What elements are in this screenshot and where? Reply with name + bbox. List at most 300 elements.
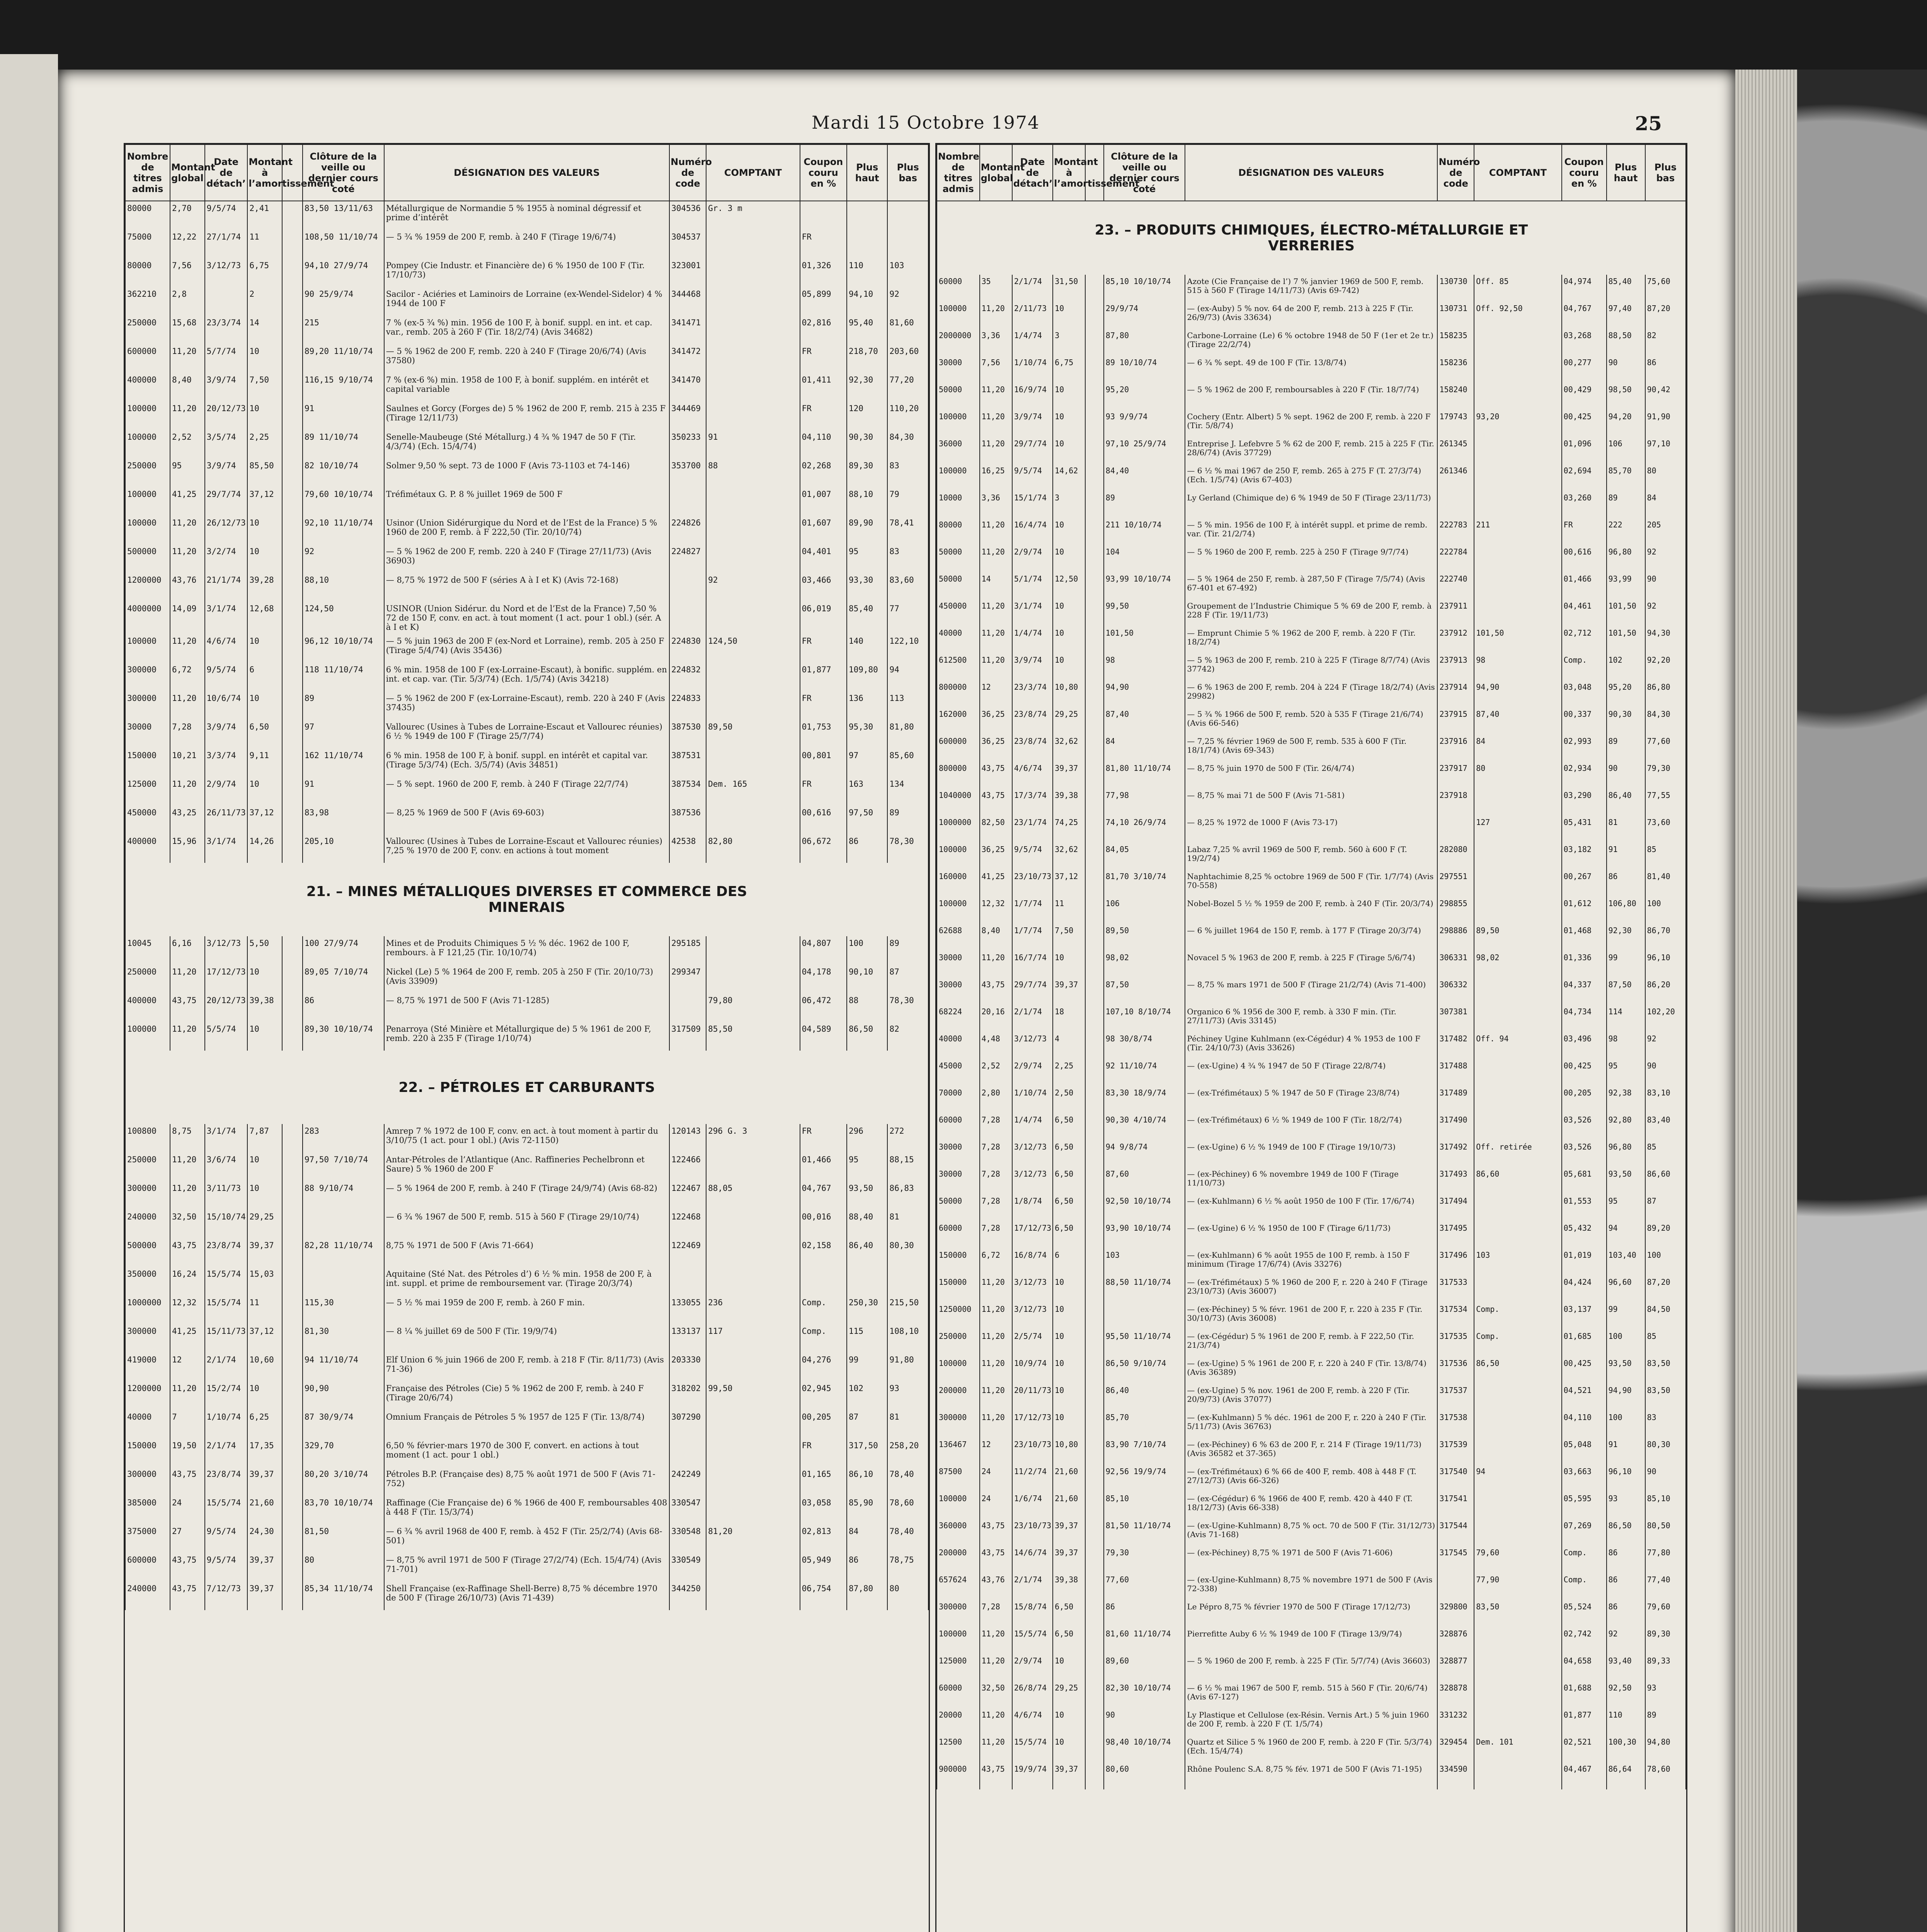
cell-des: — (ex-Kuhlmann) 5 % déc. 1961 de 200 F, r. 220 à 240 F (Tir. 5/11/73) (Avis 36763): [1185, 1411, 1437, 1438]
table-row: [125, 487, 928, 516]
cell-des: 8,75 % 1971 de 500 F (Avis 71-664): [384, 1238, 669, 1267]
cell-cc: [800, 1267, 847, 1296]
cell-n: 68224: [937, 1005, 980, 1032]
cell-n: 160000: [937, 870, 980, 897]
cell-code: 282080: [1437, 843, 1474, 870]
cell-des: 6 % min. 1958 de 100 F (ex-Lorraine-Escaut), à bonific. supplém. en int. et cap. var. (Tir. 5/3/74) (Ech. 1/5/74) (Avis 34218): [384, 663, 669, 691]
cell-dd: 20/12/73: [205, 401, 248, 430]
cell-cc: 04,974: [1562, 275, 1607, 302]
cell-cpt: [1474, 491, 1561, 518]
cell-cpt: 82,80: [706, 834, 800, 863]
cell-n: 375000: [125, 1524, 170, 1553]
cell-code: 295185: [669, 936, 706, 965]
cell-cc: Comp.: [800, 1296, 847, 1324]
cell-dd: 14/6/74: [1012, 1546, 1053, 1573]
cell-code: [669, 573, 706, 602]
col-plus-haut: Plus haut: [847, 145, 887, 201]
cell-n: 50000: [937, 383, 980, 410]
cell-mg: 11,20: [980, 1411, 1012, 1438]
cell-cl: 90: [1104, 1708, 1185, 1735]
cell-cl: 98,40 10/10/74: [1104, 1735, 1185, 1762]
cell-rendement: [282, 401, 303, 430]
cell-pb: 84,50: [1645, 1303, 1686, 1330]
cell-ph: 95: [847, 1153, 887, 1181]
cell-des: Ly Gerland (Chimique de) 6 % 1949 de 50 F (Tirage 23/11/73): [1185, 491, 1437, 518]
table-row: [125, 401, 928, 430]
cell-code: 130731: [1437, 302, 1474, 329]
cell-cc: Comp.: [1562, 1546, 1607, 1573]
cell-des: USINOR (Union Sidérur. du Nord et de l’Est de la France) 7,50 % 72 de 150 F, conv. en act. à tout moment (1 act. pour 1 obl.) (sér. A à I et K): [384, 602, 669, 634]
cell-cc: 00,016: [800, 1210, 847, 1238]
cell-dd: 11/2/74: [1012, 1465, 1053, 1492]
cell-cl: 94 9/8/74: [1104, 1140, 1185, 1167]
table-row: [937, 707, 1686, 735]
cell-code: [669, 602, 706, 634]
cell-des: Pierrefitte Auby 6 ½ % 1949 de 100 F (Tirage 13/9/74): [1185, 1627, 1437, 1654]
cell-cl: 108,50 11/10/74: [303, 230, 384, 259]
cell-rendement: [1085, 843, 1103, 870]
cell-dd: 15/1/74: [1012, 491, 1053, 518]
cell-cl: 94,90: [1104, 680, 1185, 707]
cell-rendement: [1085, 518, 1103, 545]
cell-cl: 81,50 11/10/74: [1104, 1519, 1185, 1546]
cell-cc: [800, 201, 847, 230]
cell-mg: 12,22: [170, 230, 205, 259]
cell-rendement: [282, 806, 303, 834]
cell-dd: 16/7/74: [1012, 951, 1053, 978]
table-row: [937, 653, 1686, 680]
cell-n: 600000: [937, 735, 980, 762]
cell-cc: 03,496: [1562, 1032, 1607, 1059]
cell-des: — (ex-Péchiney) 5 % févr. 1961 de 200 F, r. 220 à 235 F (Tir. 30/10/73) (Avis 36008): [1185, 1303, 1437, 1330]
cell-ph: 140: [847, 634, 887, 663]
table-row: [937, 572, 1686, 599]
cell-pb: 86,60: [1645, 1167, 1686, 1194]
cell-ma: 21,60: [1053, 1465, 1085, 1492]
cell-cpt: [1474, 789, 1561, 816]
cell-des: — 5 % 1962 de 200 F, remb. 220 à 240 F (Tirage 27/11/73) (Avis 36903): [384, 544, 669, 573]
cell-dd: 2/1/74: [205, 1353, 248, 1381]
cell-pb: 91,80: [887, 1353, 928, 1381]
cell-ph: 102: [1607, 653, 1645, 680]
cell-pb: 84,30: [1645, 707, 1686, 735]
cell-cc: 00,337: [1562, 707, 1607, 735]
cell-cl: 87,80: [1104, 329, 1185, 356]
cell-cc: 04,658: [1562, 1654, 1607, 1681]
cell-ph: [847, 201, 887, 230]
cell-ph: 101,50: [1607, 626, 1645, 653]
table-row: [125, 806, 928, 834]
cell-pb: 83,10: [1645, 1086, 1686, 1113]
cell-dd: 17/12/73: [205, 965, 248, 993]
cell-n: 100000: [125, 487, 170, 516]
cell-ph: 94,20: [1607, 410, 1645, 437]
table-row: [937, 329, 1686, 356]
cell-cl: 329,70: [303, 1439, 384, 1467]
cell-pb: 77: [887, 602, 928, 634]
cell-ph: 93,99: [1607, 572, 1645, 599]
cell-ma: 10: [1053, 1330, 1085, 1357]
cell-ma: 29,25: [247, 1210, 282, 1238]
cell-mg: 7,28: [980, 1600, 1012, 1627]
cell-cc: Comp.: [1562, 653, 1607, 680]
cell-cpt: 124,50: [706, 634, 800, 663]
cell-rendement: [1085, 1492, 1103, 1519]
cell-ma: 2,41: [247, 201, 282, 230]
cell-n: 80000: [125, 201, 170, 230]
cell-dd: 2/9/74: [205, 777, 248, 806]
cell-code: 237913: [1437, 653, 1474, 680]
cell-rendement: [1085, 329, 1103, 356]
cell-mg: 16,25: [980, 464, 1012, 491]
cell-dd: 9/5/74: [205, 1524, 248, 1553]
cell-cc: 02,934: [1562, 762, 1607, 789]
cell-des: — (ex-Tréfimétaux) 5 % 1947 de 50 F (Tirage 23/8/74): [1185, 1086, 1437, 1113]
cell-cc: 05,899: [800, 287, 847, 316]
cell-mg: 11,20: [170, 1381, 205, 1410]
cell-ph: 86: [847, 1553, 887, 1582]
cell-n: 62688: [937, 924, 980, 951]
cell-des: Rhône Poulenc S.A. 8,75 % fév. 1971 de 500 F (Avis 71-195): [1185, 1762, 1437, 1789]
cell-n: 385000: [125, 1496, 170, 1524]
col-cloture: Clôture de la veille ou dernier cours coté: [303, 145, 384, 201]
cell-rendement: [282, 430, 303, 459]
cell-mg: 8,40: [980, 924, 1012, 951]
cell-ma: 6,50: [1053, 1600, 1085, 1627]
cell-cpt: [1474, 383, 1561, 410]
cell-des: — 6 ½ % mai 1967 de 250 F, remb. 265 à 275 F (T. 27/3/74) (Ech. 1/5/74) (Avis 67-403): [1185, 464, 1437, 491]
cell-ma: 39,38: [247, 993, 282, 1022]
cell-dd: 1/8/74: [1012, 1194, 1053, 1221]
cell-cpt: 98,02: [1474, 951, 1561, 978]
cell-rendement: [282, 230, 303, 259]
cell-rendement: [282, 1153, 303, 1181]
cell-code: 330547: [669, 1496, 706, 1524]
cell-rendement: [1085, 680, 1103, 707]
table-row: [125, 1582, 928, 1610]
cell-pb: 77,55: [1645, 789, 1686, 816]
cell-ma: 10: [1053, 410, 1085, 437]
cell-code: 203330: [669, 1353, 706, 1381]
cell-dd: 9/5/74: [205, 1553, 248, 1582]
cell-des: — (ex-Auby) 5 % nov. 64 de 200 F, remb. 213 à 225 F (Tir. 26/9/73) (Avis 33634): [1185, 302, 1437, 329]
cell-n: 150000: [125, 748, 170, 777]
cell-des: — (ex-Ugine) 5 % nov. 1961 de 200 F, remb. à 220 F (Tir. 20/9/73) (Avis 37077): [1185, 1384, 1437, 1411]
cell-ma: 39,37: [1053, 978, 1085, 1005]
table-row: [937, 1762, 1686, 1789]
cell-n: 36000: [937, 437, 980, 464]
cell-n: 60000: [937, 275, 980, 302]
table-row: [125, 748, 928, 777]
cell-rendement: [282, 965, 303, 993]
table-row: [937, 1600, 1686, 1627]
cell-rendement: [1085, 1546, 1103, 1573]
cell-code: 387531: [669, 748, 706, 777]
cell-des: Carbone-Lorraine (Le) 6 % octobre 1948 de 50 F (1er et 2e tr.) (Tirage 22/2/74): [1185, 329, 1437, 356]
cell-des: Antar-Pétroles de l’Atlantique (Anc. Raffineries Pechelbronn et Saure) 5 % 1960 de 200 F: [384, 1153, 669, 1181]
cell-pb: 86,70: [1645, 924, 1686, 951]
cell-ph: 89,30: [847, 459, 887, 487]
table-row: [125, 1353, 928, 1381]
cell-pb: 87,20: [1645, 302, 1686, 329]
cell-cl: 89,05 7/10/74: [303, 965, 384, 993]
cell-n: 100000: [125, 430, 170, 459]
cell-n: 1000000: [125, 1296, 170, 1324]
cell-cpt: Off. 94: [1474, 1032, 1561, 1059]
cell-ma: 6,50: [1053, 1194, 1085, 1221]
cell-cc: FR: [800, 344, 847, 373]
cell-ma: 2,50: [1053, 1086, 1085, 1113]
table-row: [937, 1681, 1686, 1708]
cell-n: 400000: [125, 373, 170, 401]
cell-ph: 109,80: [847, 663, 887, 691]
cell-ma: 10: [1053, 437, 1085, 464]
cell-des: — 5 % juin 1963 de 200 F (ex-Nord et Lorraine), remb. 205 à 250 F (Tirage 5/4/74) (Avis 35436): [384, 634, 669, 663]
table-row: [937, 1113, 1686, 1140]
cell-code: 328876: [1437, 1627, 1474, 1654]
cell-n: 350000: [125, 1267, 170, 1296]
cell-ph: 94: [1607, 1221, 1645, 1248]
cell-cpt: [706, 1496, 800, 1524]
cell-pb: 73,60: [1645, 816, 1686, 843]
cell-cpt: [1474, 978, 1561, 1005]
table-row: [937, 545, 1686, 572]
table-header-row: [125, 145, 928, 201]
table-row: [125, 459, 928, 487]
cell-code: 122466: [669, 1153, 706, 1181]
cell-dd: 23/10/73: [1012, 1519, 1053, 1546]
cell-cpt: Off. 85: [1474, 275, 1561, 302]
cell-rendement: [1085, 1627, 1103, 1654]
cell-dd: 3/12/73: [1012, 1032, 1053, 1059]
cell-cc: 04,110: [1562, 1411, 1607, 1438]
cell-n: 300000: [125, 663, 170, 691]
cell-ma: 10: [1053, 518, 1085, 545]
cell-cpt: [1474, 1681, 1561, 1708]
cell-n: 100000: [937, 843, 980, 870]
table-row: [937, 680, 1686, 707]
cell-mg: 2,80: [980, 1086, 1012, 1113]
cell-cl: 87,60: [1104, 1167, 1185, 1194]
cell-rendement: [282, 602, 303, 634]
cell-cl: 95,50 11/10/74: [1104, 1330, 1185, 1357]
cell-ph: 114: [1607, 1005, 1645, 1032]
cell-pb: 86,20: [1645, 978, 1686, 1005]
cell-cc: 01,685: [1562, 1330, 1607, 1357]
cell-mg: 2,52: [170, 430, 205, 459]
cell-ph: 106: [1607, 437, 1645, 464]
table-row: [937, 978, 1686, 1005]
cell-mg: 24: [980, 1492, 1012, 1519]
cell-pb: 89: [887, 806, 928, 834]
cell-code: 328877: [1437, 1654, 1474, 1681]
cell-des: — (ex-Ugine-Kuhlmann) 8,75 % novembre 1971 de 500 F (Avis 72-338): [1185, 1573, 1437, 1600]
cell-pb: 215,50: [887, 1296, 928, 1324]
cell-cpt: [706, 1410, 800, 1439]
cell-ph: 93: [1607, 1492, 1645, 1519]
cell-pb: 81,40: [1645, 870, 1686, 897]
cell-n: 1000000: [937, 816, 980, 843]
table-row: [125, 230, 928, 259]
cell-cl: 115,30: [303, 1296, 384, 1324]
cell-dd: 3/5/74: [205, 430, 248, 459]
cell-cl: 87 30/9/74: [303, 1410, 384, 1439]
cell-des: Solmer 9,50 % sept. 73 de 1000 F (Avis 73-1103 et 74-146): [384, 459, 669, 487]
cell-des: Nobel-Bozel 5 ½ % 1959 de 200 F, remb. à 240 F (Tir. 20/3/74): [1185, 897, 1437, 924]
cell-cl: 91: [303, 401, 384, 430]
cell-ph: 110: [847, 259, 887, 287]
cell-rendement: [1085, 1032, 1103, 1059]
cell-n: 100000: [937, 1627, 980, 1654]
cell-cc: 00,205: [800, 1410, 847, 1439]
cell-cc: 04,807: [800, 936, 847, 965]
cell-pb: 92: [887, 287, 928, 316]
cell-ma: 10,80: [1053, 680, 1085, 707]
cell-des: — 8 ¼ % juillet 69 de 500 F (Tir. 19/9/74): [384, 1324, 669, 1353]
cell-pb: 87,20: [1645, 1276, 1686, 1303]
cell-mg: 6,16: [170, 936, 205, 965]
cell-n: 450000: [937, 599, 980, 626]
page-header: [58, 112, 1735, 143]
cell-ph: 84: [847, 1524, 887, 1553]
cell-ph: 100: [1607, 1411, 1645, 1438]
col-plus-haut: Plus haut: [1607, 145, 1645, 201]
table-row: [125, 573, 928, 602]
cell-cpt: [706, 316, 800, 344]
cell-n: 30000: [937, 978, 980, 1005]
cell-ph: 86,50: [847, 1022, 887, 1051]
cell-ma: 21,60: [1053, 1492, 1085, 1519]
cell-cpt: [706, 230, 800, 259]
cell-ph: 90,10: [847, 965, 887, 993]
cell-mg: 43,25: [170, 806, 205, 834]
cell-dd: 27/1/74: [205, 230, 248, 259]
cell-des: — (ex-Tréfimétaux) 6 ½ % 1949 de 100 F (Tir. 18/2/74): [1185, 1113, 1437, 1140]
cell-cc: 02,813: [800, 1524, 847, 1553]
cell-pb: 100: [1645, 1248, 1686, 1276]
cell-pb: 103: [887, 259, 928, 287]
cell-cl: 93,99 10/10/74: [1104, 572, 1185, 599]
cell-rendement: [282, 1353, 303, 1381]
cell-cc: 03,137: [1562, 1303, 1607, 1330]
cell-pb: 83: [1645, 1411, 1686, 1438]
table-row: [937, 1221, 1686, 1248]
cell-cpt: 85,50: [706, 1022, 800, 1051]
cell-pb: 91,90: [1645, 410, 1686, 437]
table-row: [937, 870, 1686, 897]
cell-n: 300000: [125, 1324, 170, 1353]
cell-des: — 5 ½ % mai 1959 de 200 F, remb. à 260 F min.: [384, 1296, 669, 1324]
cell-code: [1437, 1573, 1474, 1600]
cell-ph: 90,30: [847, 430, 887, 459]
col-nombre: Nombre de titres admis: [125, 145, 170, 201]
cell-cc: 03,048: [1562, 680, 1607, 707]
cell-cc: 02,816: [800, 316, 847, 344]
cell-rendement: [1085, 1167, 1103, 1194]
cell-cpt: [1474, 1627, 1561, 1654]
cell-cpt: [1474, 1519, 1561, 1546]
cell-dd: 17/12/73: [1012, 1221, 1053, 1248]
cell-des: — 6 ¾ % 1967 de 500 F, remb. 515 à 560 F (Tirage 29/10/74): [384, 1210, 669, 1238]
cell-des: — 6 ¾ % sept. 49 de 100 F (Tir. 13/8/74): [1185, 356, 1437, 383]
table-row: [937, 1438, 1686, 1465]
cell-pb: 82: [1645, 329, 1686, 356]
cell-n: 362210: [125, 287, 170, 316]
cell-cc: 04,467: [1562, 1762, 1607, 1789]
cell-dd: 3/9/74: [1012, 653, 1053, 680]
cell-cpt: Off. retirée: [1474, 1140, 1561, 1167]
cell-mg: 19,50: [170, 1439, 205, 1467]
cell-des: Omnium Français de Pétroles 5 % 1957 de 125 F (Tir. 13/8/74): [384, 1410, 669, 1439]
cell-mg: 12: [170, 1353, 205, 1381]
cell-rendement: [1085, 1708, 1103, 1735]
cell-code: 120143: [669, 1124, 706, 1153]
cell-ph: 86,64: [1607, 1762, 1645, 1789]
cell-cpt: [706, 344, 800, 373]
cell-cc: Comp.: [800, 1324, 847, 1353]
cell-rendement: [1085, 545, 1103, 572]
cell-code: 179743: [1437, 410, 1474, 437]
cell-ph: 89: [1607, 491, 1645, 518]
cell-pb: 83,50: [1645, 1384, 1686, 1411]
cell-pb: 89: [1645, 1708, 1686, 1735]
col-coupon-cours: Coupon couru en %: [1562, 145, 1607, 201]
cell-ma: 6,50: [247, 720, 282, 748]
cell-ph: 100: [847, 936, 887, 965]
col-code: Numéro de code: [1437, 145, 1474, 201]
cell-code: 344469: [669, 401, 706, 430]
cell-cc: 02,742: [1562, 1627, 1607, 1654]
cell-code: 237918: [1437, 789, 1474, 816]
cell-cpt: [1474, 599, 1561, 626]
cell-des: Shell Française (ex-Raffinage Shell-Berre) 8,75 % décembre 1970 de 500 F (Tirage 26/10/73) (Avis 71-439): [384, 1582, 669, 1610]
cell-ph: 92,30: [1607, 924, 1645, 951]
cell-pb: 78,60: [1645, 1762, 1686, 1789]
table-row: [937, 816, 1686, 843]
table-row: [937, 356, 1686, 383]
cell-cpt: 101,50: [1474, 626, 1561, 653]
cell-ma: 10: [247, 1181, 282, 1210]
cell-cc: 04,178: [800, 965, 847, 993]
cell-ma: 10: [247, 1022, 282, 1051]
cell-cpt: 86,60: [1474, 1167, 1561, 1194]
cell-pb: 85: [1645, 1330, 1686, 1357]
cell-pb: 79,30: [1645, 762, 1686, 789]
cell-cc: 03,290: [1562, 789, 1607, 816]
cell-code: 317493: [1437, 1167, 1474, 1194]
cell-ph: 92,30: [847, 373, 887, 401]
cell-dd: 10/9/74: [1012, 1357, 1053, 1384]
cell-ma: 14,62: [1053, 464, 1085, 491]
cell-code: 328878: [1437, 1681, 1474, 1708]
table-row: [937, 1140, 1686, 1167]
cell-dd: 3/9/74: [205, 459, 248, 487]
cell-cc: 06,472: [800, 993, 847, 1022]
cell-ph: 88: [847, 993, 887, 1022]
cell-des: Aquitaine (Sté Nat. des Pétroles d’) 6 ½ % min. 1958 de 200 F, à int. suppl. et prime de remboursement var. (Tirage 20/3/74): [384, 1267, 669, 1296]
cell-dd: 1/6/74: [1012, 1492, 1053, 1519]
cell-rendement: [282, 201, 303, 230]
cell-code: 261345: [1437, 437, 1474, 464]
cell-code: 317538: [1437, 1411, 1474, 1438]
cell-mg: 14,09: [170, 602, 205, 634]
cell-dd: 15/5/74: [1012, 1735, 1053, 1762]
cell-cl: 89,60: [1104, 1654, 1185, 1681]
cell-ph: [847, 1267, 887, 1296]
cell-ma: 37,12: [1053, 870, 1085, 897]
cell-cc: 04,521: [1562, 1384, 1607, 1411]
table-row: [937, 735, 1686, 762]
